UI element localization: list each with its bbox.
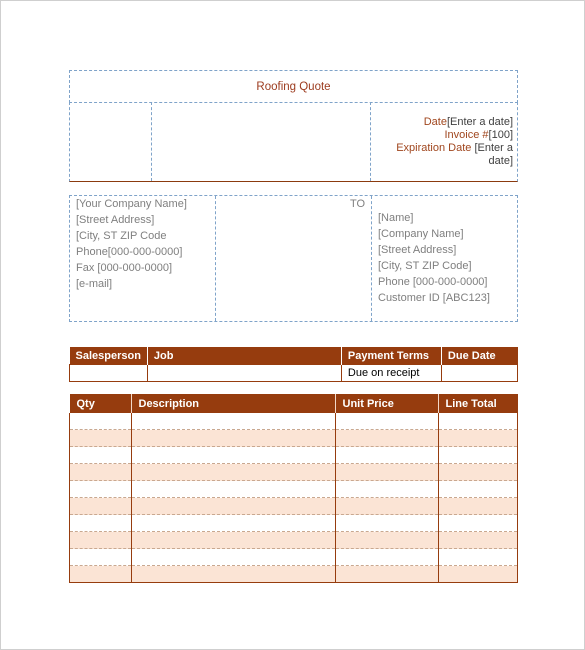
- unit-price-cell[interactable]: [335, 464, 438, 481]
- invoice-label: Invoice #: [444, 129, 489, 141]
- salesperson-header: Salesperson: [70, 347, 148, 365]
- line-total-cell[interactable]: [438, 447, 518, 464]
- unit-price-cell[interactable]: [335, 430, 438, 447]
- job-table-header: [70, 347, 518, 365]
- description-cell[interactable]: [131, 566, 335, 583]
- from-street[interactable]: [Street Address]: [76, 214, 155, 226]
- description-cell[interactable]: [131, 464, 335, 481]
- to-name[interactable]: [Name]: [378, 212, 414, 224]
- qty-cell[interactable]: [70, 549, 132, 566]
- job-cell[interactable]: [147, 365, 341, 382]
- line-total-cell[interactable]: [438, 464, 518, 481]
- line-total-cell[interactable]: [438, 532, 518, 549]
- payment-terms-header: Payment Terms: [341, 347, 441, 365]
- to-address: [378, 210, 490, 306]
- to-customer-id[interactable]: Customer ID [ABC123]: [378, 292, 490, 304]
- line-total-cell[interactable]: [438, 566, 518, 583]
- quote-meta: [373, 116, 513, 168]
- from-phone[interactable]: Phone[000-000-0000]: [76, 246, 183, 258]
- payment-terms-cell[interactable]: Due on receipt: [341, 365, 441, 382]
- from-company[interactable]: [Your Company Name]: [76, 198, 187, 210]
- line-item-row: [70, 532, 518, 549]
- line-item-row: [70, 447, 518, 464]
- qty-cell[interactable]: [70, 413, 132, 430]
- due-date-header: Due Date: [441, 347, 517, 365]
- line-total-cell[interactable]: [438, 481, 518, 498]
- qty-cell[interactable]: [70, 481, 132, 498]
- header-divider: [370, 102, 371, 181]
- expiration-value[interactable]: [Enter a: [474, 142, 513, 154]
- description-header: Description: [131, 394, 335, 413]
- header-divider: [151, 102, 152, 181]
- due-date-cell[interactable]: [441, 365, 517, 382]
- line-items-header: [70, 394, 518, 413]
- address-section: [69, 195, 518, 322]
- unit-price-header: Unit Price: [335, 394, 438, 413]
- from-city[interactable]: [City, ST ZIP Code: [76, 230, 167, 242]
- line-total-header: Line Total: [438, 394, 518, 413]
- to-company[interactable]: [Company Name]: [378, 228, 464, 240]
- job-table: [69, 347, 518, 382]
- quote-title: Roofing Quote: [69, 70, 518, 103]
- qty-cell[interactable]: [70, 464, 132, 481]
- unit-price-cell[interactable]: [335, 532, 438, 549]
- from-fax[interactable]: Fax [000-000-0000]: [76, 262, 173, 274]
- line-items-table: [69, 394, 518, 583]
- qty-cell[interactable]: [70, 566, 132, 583]
- line-total-cell[interactable]: [438, 515, 518, 532]
- line-total-cell[interactable]: [438, 549, 518, 566]
- line-item-row: [70, 549, 518, 566]
- expiration-label: Expiration Date: [396, 142, 472, 154]
- description-cell[interactable]: [131, 498, 335, 515]
- line-item-row: [70, 464, 518, 481]
- line-item-row: [70, 481, 518, 498]
- qty-cell[interactable]: [70, 430, 132, 447]
- description-cell[interactable]: [131, 532, 335, 549]
- to-phone[interactable]: Phone [000-000-0000]: [378, 276, 488, 288]
- unit-price-cell[interactable]: [335, 413, 438, 430]
- from-email[interactable]: [e-mail]: [76, 278, 113, 290]
- line-item-row: [70, 413, 518, 430]
- description-cell[interactable]: [131, 515, 335, 532]
- qty-cell[interactable]: [70, 515, 132, 532]
- job-table-row: [70, 365, 518, 382]
- qty-cell[interactable]: [70, 532, 132, 549]
- unit-price-cell[interactable]: [335, 481, 438, 498]
- header-section: [69, 102, 518, 182]
- invoice-value[interactable]: [100]: [488, 129, 513, 141]
- salesperson-cell[interactable]: [70, 365, 148, 382]
- line-item-row: [70, 498, 518, 515]
- unit-price-cell[interactable]: [335, 498, 438, 515]
- line-item-row: [70, 515, 518, 532]
- job-header: Job: [147, 347, 341, 365]
- description-cell[interactable]: [131, 413, 335, 430]
- unit-price-cell[interactable]: [335, 447, 438, 464]
- description-cell[interactable]: [131, 481, 335, 498]
- to-label: TO: [350, 198, 366, 210]
- line-item-row: [70, 566, 518, 583]
- line-total-cell[interactable]: [438, 413, 518, 430]
- line-total-cell[interactable]: [438, 430, 518, 447]
- qty-cell[interactable]: [70, 498, 132, 515]
- description-cell[interactable]: [131, 430, 335, 447]
- address-divider: [371, 196, 372, 321]
- date-value[interactable]: [Enter a date]: [446, 116, 513, 128]
- to-street[interactable]: [Street Address]: [378, 244, 457, 256]
- unit-price-cell[interactable]: [335, 515, 438, 532]
- unit-price-cell[interactable]: [335, 549, 438, 566]
- description-cell[interactable]: [131, 549, 335, 566]
- qty-cell[interactable]: [70, 447, 132, 464]
- expiration-value-cont[interactable]: date]: [488, 155, 513, 167]
- to-city[interactable]: [City, ST ZIP Code]: [378, 260, 472, 272]
- qty-header: Qty: [70, 394, 132, 413]
- line-item-row: [70, 430, 518, 447]
- line-total-cell[interactable]: [438, 498, 518, 515]
- address-divider: [215, 196, 216, 321]
- date-label: Date: [423, 116, 447, 128]
- description-cell[interactable]: [131, 447, 335, 464]
- unit-price-cell[interactable]: [335, 566, 438, 583]
- from-address: [76, 196, 187, 292]
